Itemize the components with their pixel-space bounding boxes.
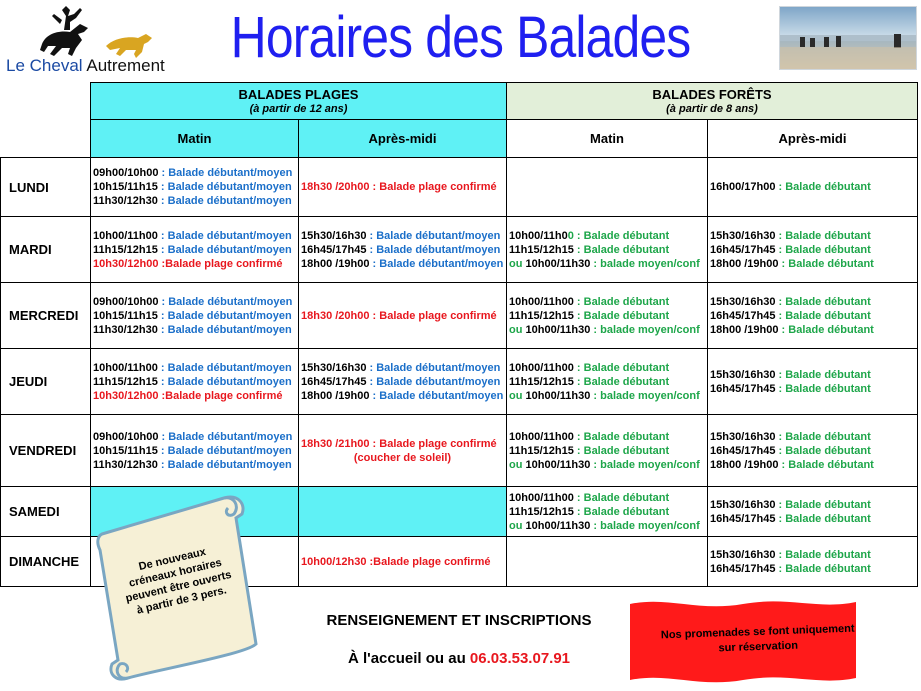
slot-description: : Balade débutant (573, 361, 670, 374)
schedule-slot (509, 458, 705, 472)
cell-plage-matin (91, 217, 299, 283)
forets-subtitle: (à partir de 8 ans) (666, 103, 758, 115)
cell-plage-matin (91, 349, 299, 415)
slot-time: 16h00/17h00 (710, 181, 776, 193)
schedule-slot (93, 180, 296, 194)
cell-foret-am (708, 283, 918, 349)
schedule-slot (710, 498, 915, 512)
slot-description: :Balade plage confirmé (366, 555, 491, 568)
slot-time: 16h45/17h45 (710, 562, 776, 575)
slot-description: : Balade débutant/moyen (366, 375, 501, 388)
schedule-slot (509, 375, 705, 389)
schedule-slot (509, 389, 705, 403)
schedule-slot (509, 519, 705, 533)
slot-time: 15h30/16h30 (301, 361, 367, 374)
cell-plage-am (299, 217, 507, 283)
slot-time: 15h30/16h30 (710, 368, 776, 381)
slot-description: :Balade plage confirmé (158, 389, 283, 402)
schedule-slot (93, 444, 296, 458)
schedule-slot (710, 257, 915, 271)
slot-time: 15h30/16h30 (710, 295, 776, 308)
slot-time: 10h30/12h00 (93, 389, 159, 402)
schedule-slot (509, 444, 705, 458)
schedule-slot (93, 361, 296, 375)
schedule-slot (301, 257, 504, 271)
schedule-slot (509, 257, 705, 271)
schedule-slot (301, 555, 504, 569)
col-foret-matin: Matin (507, 120, 708, 158)
scroll-note-text: De nouveaux créneaux horaires peuvent être ouverts à partir de 3 pers. (124, 545, 233, 617)
slot-time: 18h30 /21h00 (301, 437, 370, 450)
slot-time: 11h15/12h15 (93, 243, 158, 256)
day-name: DIMANCHE (1, 537, 91, 587)
slot-description: : Balade plage confirmé (369, 437, 497, 450)
cell-foret-am (708, 487, 918, 537)
phone-number: 06.03.53.07.91 (469, 650, 571, 667)
slot-description: : Balade débutant (775, 548, 871, 561)
slot-description: : Balade débutant (775, 309, 871, 322)
slot-description: : Balade débutant/moyen (369, 389, 504, 402)
schedule-slot (93, 458, 296, 472)
forets-title: BALADES FORÊTS (652, 87, 772, 102)
slot-prefix: ou (509, 519, 526, 532)
slot-description: : Balade débutant/moyen (158, 430, 293, 443)
col-plage-apres-midi: Après-midi (299, 120, 507, 158)
header-balades-forets (507, 83, 918, 120)
slot-description: : balade moyen/conf (590, 389, 700, 402)
slot-description: : Balade débutant (775, 498, 871, 511)
logo-word-2: Autrement (86, 56, 165, 75)
slot-description: : Balade débutant (573, 243, 670, 256)
cell-plage-matin (91, 283, 299, 349)
slot-description: : Balade plage confirmé (369, 309, 497, 322)
slot-description: : balade moyen/conf (590, 323, 700, 336)
slot-description: :Balade plage confirmé (158, 257, 283, 270)
cell-foret-am (708, 537, 918, 587)
slot-time: 16h45/17h45 (710, 243, 776, 256)
schedule-slot (93, 389, 296, 403)
cell-plage-am (299, 349, 507, 415)
slot-description: : Balade débutant/moyen (157, 375, 292, 388)
slot-time: 10h00/11h00 (509, 430, 574, 443)
reservation-note: Nos promenades se font uniquement sur réservation (660, 622, 855, 655)
slot-time: 15h30/16h30 (710, 229, 776, 242)
slot-description: : Balade débutant (775, 229, 871, 242)
slot-time: 11h15/12h15 (509, 375, 574, 388)
cell-foret-matin (507, 217, 708, 283)
cell-plage-am (299, 283, 507, 349)
schedule-slot (710, 562, 915, 576)
info-phone-line (300, 650, 618, 667)
schedule-slot (509, 323, 705, 337)
slot-time: 09h00/10h00 (93, 167, 159, 179)
schedule-slot (710, 243, 915, 257)
slot-prefix: ou (509, 458, 526, 471)
slot-time: 10h00/11h30 (525, 389, 591, 402)
col-plage-matin: Matin (91, 120, 299, 158)
schedule-slot (710, 368, 915, 382)
slot-prefix: ou (509, 389, 526, 402)
slot-time: 09h00/10h00 (93, 430, 159, 443)
cell-plage-matin (91, 415, 299, 487)
slot-time: 11h15/12h15 (509, 505, 574, 518)
slot-time: 15h30/16h30 (710, 498, 776, 511)
slot-time: 11h30/12h30 (93, 458, 158, 471)
beach-photo (779, 6, 917, 70)
page-title: Horaires des Balades (230, 5, 691, 70)
slot-description: : Balade débutant/moyen (158, 295, 293, 308)
table-corner (1, 83, 91, 120)
table-row (1, 217, 918, 283)
schedule-slot (93, 295, 296, 309)
slot-time: 18h30 /20h00 (301, 181, 370, 193)
slot-time: 10h00/11h00 (93, 361, 158, 374)
table-row (1, 349, 918, 415)
schedule-slot (509, 361, 705, 375)
schedule-slot (509, 505, 705, 519)
slot-time: 18h00 /19h00 (710, 323, 779, 336)
slot-time: 10h00/11h30 (525, 257, 591, 270)
schedule-slot (93, 309, 296, 323)
slot-time: 11h15/12h15 (509, 309, 574, 322)
slot-time: 10h15/11h15 (93, 181, 158, 193)
schedule-slot (301, 229, 504, 243)
slot-time: 18h00 /19h00 (710, 458, 779, 471)
slot-description: : Balade plage confirmé (369, 181, 497, 193)
slot-description: : Balade débutant/moyen (157, 243, 292, 256)
slot-description: : Balade débutant (775, 368, 871, 381)
schedule-slot (301, 243, 504, 257)
slot-description: : Balade débutant/moyen (157, 361, 292, 374)
slot-time: 10h30/12h00 (93, 257, 159, 270)
schedule-slot (93, 375, 296, 389)
col-foret-apres-midi: Après-midi (708, 120, 918, 158)
slot-time: 10h00/11h00 (509, 491, 574, 504)
schedule-slot (509, 243, 705, 257)
slot-time: 18h00 /19h00 (710, 257, 779, 270)
cell-plage-matin (91, 158, 299, 217)
cell-foret-matin (507, 415, 708, 487)
schedule-slot (93, 257, 296, 271)
slot-description: : Balade débutant (775, 430, 871, 443)
cell-plage-am (299, 487, 507, 537)
schedule-slot (93, 194, 296, 208)
slot-time: 11h15/12h15 (93, 375, 158, 388)
cell-foret-matin (507, 283, 708, 349)
beach-riders-image-icon (780, 7, 917, 70)
cell-foret-am (708, 349, 918, 415)
day-name: LUNDI (1, 158, 91, 217)
slot-description: : Balade débutant (573, 309, 670, 322)
schedule-slot (710, 512, 915, 526)
slot-description: : Balade débutant/moyen (157, 458, 292, 471)
slot-description: : Balade débutant (775, 562, 871, 575)
schedule-slot (710, 430, 915, 444)
table-row (1, 415, 918, 487)
schedule-slot (710, 382, 915, 396)
info-title: RENSEIGNEMENT ET INSCRIPTIONS (326, 612, 592, 629)
slot-description: : Balade débutant (775, 382, 871, 395)
day-name: SAMEDI (1, 487, 91, 537)
slot-description: : Balade débutant (778, 323, 874, 336)
slot-description: : Balade débutant (775, 181, 871, 193)
slot-description: : Balade débutant/moyen (157, 323, 292, 336)
slot-time: 10h00/11h00 (509, 295, 574, 308)
slot-description: : Balade débutant (573, 444, 670, 457)
slot-description: : Balade débutant (775, 243, 871, 256)
schedule-slot (509, 229, 705, 243)
info-phone-prefix: À l'accueil ou au (347, 650, 470, 667)
slot-description: : Balade débutant/moyen (158, 167, 293, 179)
schedule-slot (710, 180, 915, 194)
slot-description: : Balade débutant (573, 505, 670, 518)
cell-foret-am (708, 415, 918, 487)
schedule-slot (509, 295, 705, 309)
cell-foret-matin (507, 349, 708, 415)
slot-time: 11h30/12h30 (93, 195, 158, 207)
schedule-slot (509, 491, 705, 505)
slot-time: 09h00/10h00 (93, 295, 159, 308)
day-name: VENDREDI (1, 415, 91, 487)
schedule-slot (93, 243, 296, 257)
slot-description: : Balade débutant/moyen (157, 309, 292, 322)
slot-description: : Balade débutant/moyen (157, 229, 292, 242)
slot-description: : balade moyen/conf (590, 519, 700, 532)
slot-time: 18h00 /19h00 (301, 257, 370, 270)
cell-foret-matin (507, 158, 708, 217)
schedule-slot (710, 229, 915, 243)
slot-description: : Balade débutant/moyen (157, 444, 292, 457)
slot-time: 16h45/17h45 (710, 512, 776, 525)
slot-description: : Balade débutant/moyen (366, 243, 501, 256)
slot-time: 10h15/11h15 (93, 309, 158, 322)
slot-description: : balade moyen/conf (590, 458, 700, 471)
day-name: MARDI (1, 217, 91, 283)
cell-plage-am (299, 415, 507, 487)
slot-time: 15h30/16h30 (710, 430, 776, 443)
slot-description: : Balade débutant (573, 430, 670, 443)
logo-word-1: Le Cheval (6, 56, 83, 75)
schedule-slot (710, 309, 915, 323)
slot-description: : Balade débutant (573, 375, 670, 388)
slot-time: 18h00 /19h00 (301, 389, 370, 402)
slot-time: 10h00/11h00 (509, 361, 574, 374)
slot-prefix: ou (509, 257, 526, 270)
table-corner-2 (1, 120, 91, 158)
schedule-slot (301, 437, 504, 451)
table-row (1, 283, 918, 349)
cell-foret-matin (507, 537, 708, 587)
slot-time: 10h15/11h15 (93, 444, 158, 457)
schedule-slot (301, 361, 504, 375)
schedule-slot (93, 323, 296, 337)
plages-title: BALADES PLAGES (238, 87, 359, 102)
slot-description: : Balade débutant (775, 444, 871, 457)
schedule-slot (301, 375, 504, 389)
slot-description: : Balade débutant/moyen (157, 195, 292, 207)
slot-time: 11h15/12h15 (509, 243, 574, 256)
schedule-slot (301, 180, 504, 194)
slot-description: : Balade débutant/moyen (369, 257, 504, 270)
schedule-slot (301, 389, 504, 403)
schedule-slot (710, 458, 915, 472)
schedule-slot (301, 451, 504, 465)
slot-prefix: ou (509, 323, 526, 336)
table-row (1, 158, 918, 217)
schedule-slot (93, 166, 296, 180)
slot-time: 11h15/12h15 (509, 444, 574, 457)
cell-foret-am (708, 158, 918, 217)
slot-time: 10h00/11h30 (525, 458, 591, 471)
schedule-slot (509, 430, 705, 444)
slot-time: 16h45/17h45 (710, 309, 776, 322)
slot-description: : Balade débutant/moyen (157, 181, 292, 193)
slot-time: 16h45/17h45 (301, 375, 367, 388)
slot-description: : Balade débutant/moyen (366, 361, 501, 374)
slot-time: 10h00/11h0 (509, 229, 568, 242)
slot-description: (coucher de soleil) (353, 451, 452, 464)
slot-time: 16h45/17h45 (301, 243, 367, 256)
cell-foret-am (708, 217, 918, 283)
slot-description: : Balade débutant (775, 512, 871, 525)
slot-description: 0 : Balade débutant (567, 229, 670, 242)
slot-description: : balade moyen/conf (590, 257, 700, 270)
slot-description: : Balade débutant (778, 458, 874, 471)
slot-time: 16h45/17h45 (710, 444, 776, 457)
schedule-slot (93, 229, 296, 243)
day-name: JEUDI (1, 349, 91, 415)
slot-time: 10h00/11h00 (93, 229, 158, 242)
slot-description: : Balade débutant (778, 257, 874, 270)
plages-subtitle: (à partir de 12 ans) (249, 103, 348, 115)
cell-plage-am (299, 158, 507, 217)
slot-time: 10h00/11h30 (525, 323, 591, 336)
slot-time: 15h30/16h30 (301, 229, 367, 242)
slot-time: 10h00/11h30 (525, 519, 591, 532)
cell-plage-am (299, 537, 507, 587)
slot-time: 11h30/12h30 (93, 323, 158, 336)
day-name: MERCREDI (1, 283, 91, 349)
slot-time: 15h30/16h30 (710, 548, 776, 561)
slot-description: : Balade débutant/moyen (366, 229, 501, 242)
schedule-slot (710, 295, 915, 309)
slot-description: : Balade débutant (775, 295, 871, 308)
schedule-slot (509, 309, 705, 323)
schedule-slot (301, 309, 504, 323)
slot-time: 16h45/17h45 (710, 382, 776, 395)
slot-description: : Balade débutant (573, 491, 670, 504)
slot-description: : Balade débutant (573, 295, 670, 308)
schedule-slot (93, 430, 296, 444)
schedule-slot (710, 444, 915, 458)
schedule-slot (710, 323, 915, 337)
slot-time: 10h00/12h30 (301, 555, 367, 568)
header-balades-plages (91, 83, 507, 120)
schedule-slot (710, 548, 915, 562)
slot-time: 18h30 /20h00 (301, 309, 370, 322)
cell-foret-matin (507, 487, 708, 537)
